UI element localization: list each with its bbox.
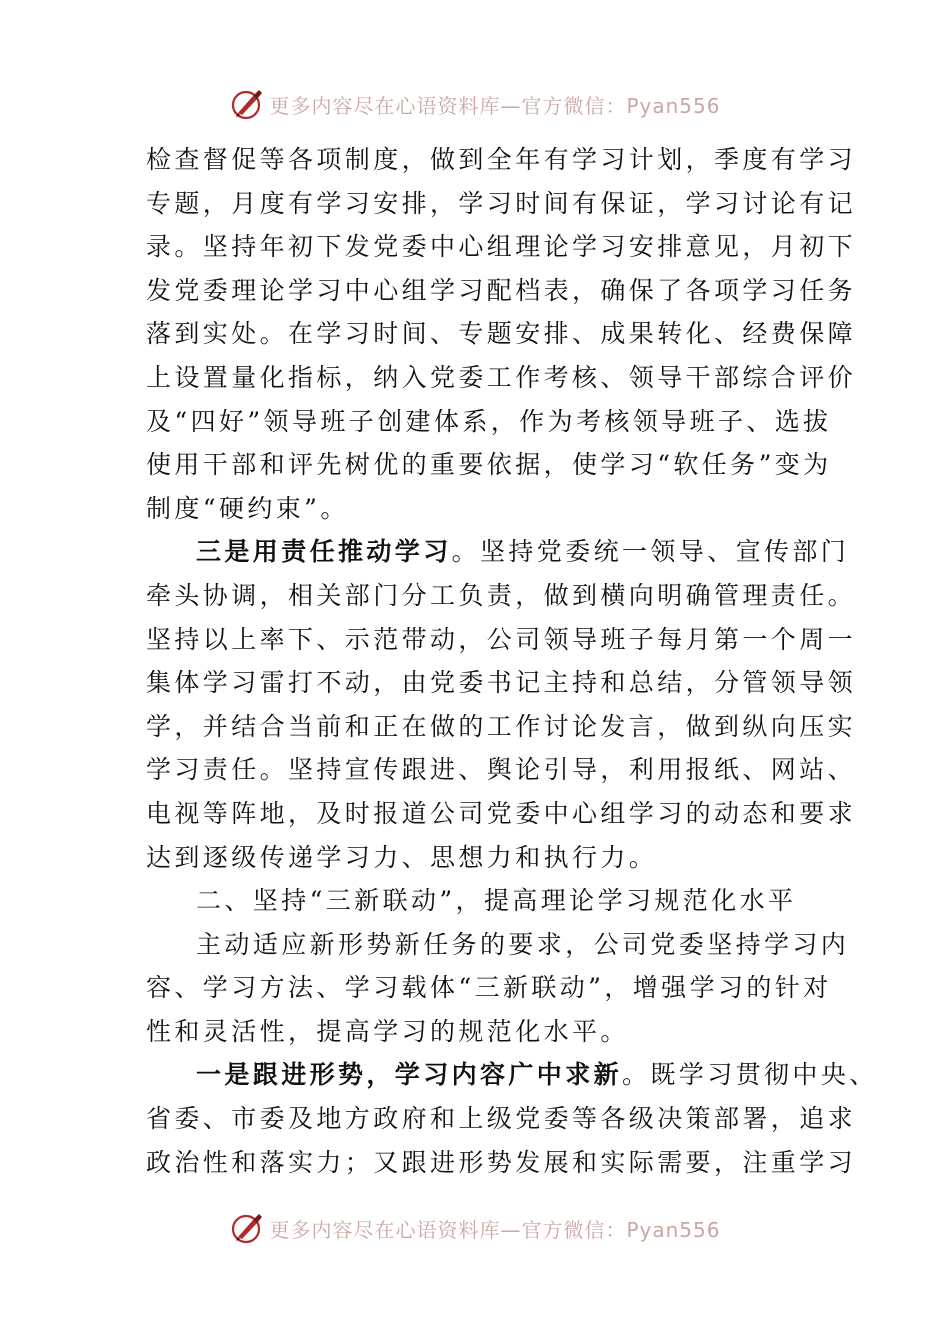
header-watermark-banner <box>0 84 950 124</box>
text-span: 。坚持党委统一领导、宣传部门 <box>451 537 850 567</box>
text-line: 政治性和落实力；又跟进形势发展和实际需要，注重学习 <box>146 1147 857 1177</box>
footer-watermark-banner <box>0 1208 950 1248</box>
paragraph-heading-bold: 一是跟进形势，学习内容广中求新 <box>196 1060 623 1090</box>
text-line: 使用干部和评先树优的重要依据，使学习“软任务”变为 <box>146 450 832 480</box>
section-heading: 二、坚持“三新联动”，提高理论学习规范化水平 <box>196 886 797 916</box>
text-line: 达到逐级传递学习力、思想力和执行力。 <box>146 842 658 872</box>
text-line: 上设置量化指标，纳入党委工作考核、领导干部综合评价 <box>146 362 857 392</box>
text-line: 容、学习方法、学习载体“三新联动”，增强学习的针对 <box>146 973 832 1003</box>
text-span: 。既学习贯彻中央、 <box>622 1060 878 1090</box>
text-line: 坚持以上率下、示范带动，公司领导班子每月第一个周一 <box>146 624 857 654</box>
paragraph-line <box>146 530 850 574</box>
text-line: 发党委理论学习中心组学习配档表，确保了各项学习任务 <box>146 275 857 305</box>
document-body <box>146 138 878 1184</box>
text-line: 专题，月度有学习安排，学习时间有保证，学习讨论有记 <box>146 188 857 218</box>
text-line: 制度“硬约束”。 <box>146 493 349 523</box>
text-line: 检查督促等各项制度，做到全年有学习计划，季度有学习 <box>146 145 857 174</box>
header-watermark-text: 更多内容尽在心语资料库—官方微信：Pyan556 <box>269 93 721 118</box>
text-line: 学，并结合当前和正在做的工作讨论发言，做到纵向压实 <box>146 711 857 741</box>
text-line: 落到实处。在学习时间、专题安排、成果转化、经费保障 <box>146 319 857 349</box>
text-line: 主动适应新形势新任务的要求，公司党委坚持学习内 <box>196 929 850 959</box>
text-line: 电视等阵地，及时报道公司党委中心组学习的动态和要求 <box>146 798 857 828</box>
text-line: 录。坚持年初下发党委中心组理论学习安排意见，月初下 <box>146 232 857 262</box>
footer-watermark-text: 更多内容尽在心语资料库—官方微信：Pyan556 <box>269 1217 721 1242</box>
pen-logo-icon <box>229 1210 265 1246</box>
text-line: 及“四好”领导班子创建体系，作为考核领导班子、选拔 <box>146 406 832 436</box>
text-line: 牵头协调，相关部门分工负责，做到横向明确管理责任。 <box>146 580 857 610</box>
text-line: 学习责任。坚持宣传跟进、舆论引导，利用报纸、网站、 <box>146 755 857 785</box>
text-line: 集体学习雷打不动，由党委书记主持和总结，分管领导领 <box>146 668 857 698</box>
pen-logo-icon <box>229 86 265 122</box>
text-line: 性和灵活性，提高学习的规范化水平。 <box>146 1016 629 1046</box>
paragraph-heading-bold: 三是用责任推动学习 <box>196 537 452 567</box>
paragraph-line <box>146 1053 878 1097</box>
text-line: 省委、市委及地方政府和上级党委等各级决策部署，追求 <box>146 1104 857 1134</box>
